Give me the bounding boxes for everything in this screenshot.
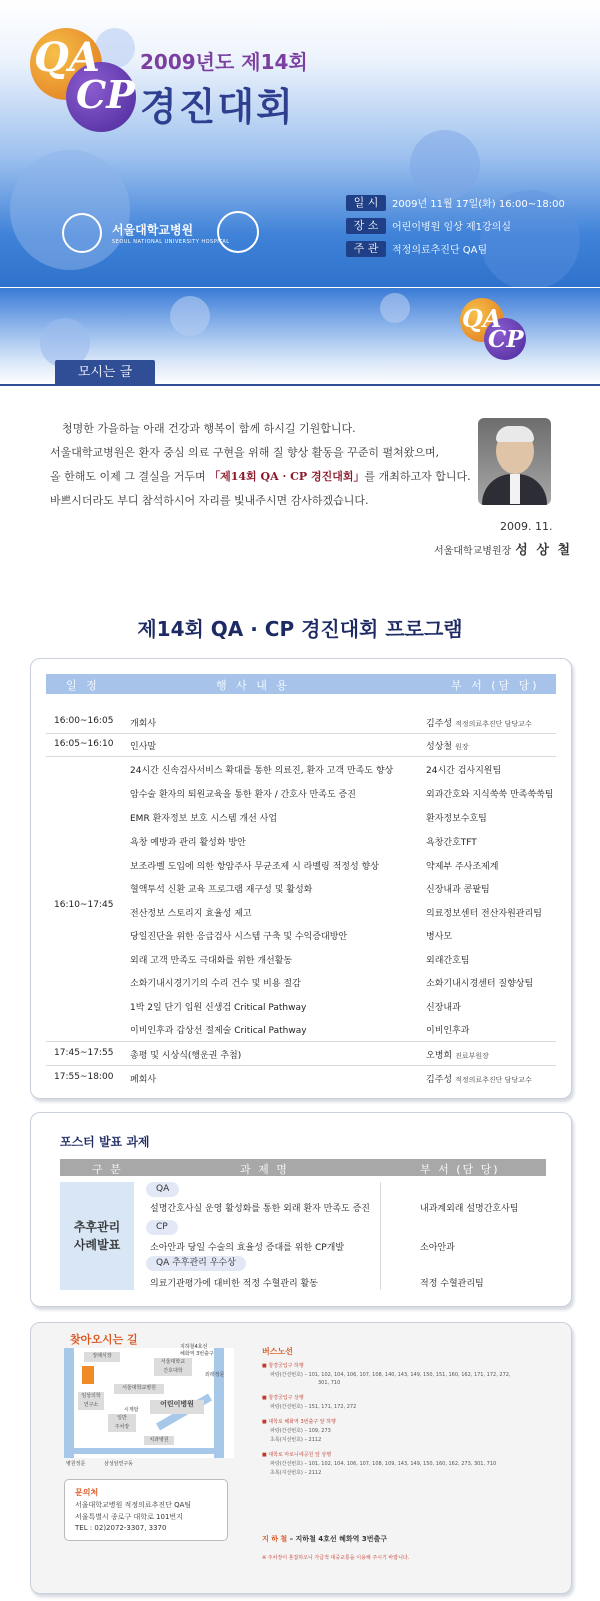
bus-stop: ■ 대학로 마로니에공원 앞 상행 (262, 1452, 332, 1458)
poster-dept: 내과계외래 설명간호사팀 (420, 1204, 519, 1214)
logo-qa-text: QA (34, 34, 100, 81)
table-row: 전산정보 스토리지 효율성 제고 의료정보센터 전산자원관리팀 (130, 909, 542, 919)
invitation-banner: QA CP (0, 288, 600, 385)
map-label: 삼성암연구동 (104, 1461, 133, 1467)
logo-cp-text: CP (76, 72, 135, 117)
map-building: 일반 주차장 (108, 1414, 136, 1432)
decor-bubble (410, 130, 480, 200)
campus-map: 장례식장 서울대학교 간호대학 서울대학교병원 임상의학 연구소 시계탑 일반 주차장 어린이병원 치과병원 (64, 1348, 234, 1458)
info-host: 주 관 적정의료추진단 QA팀 (346, 238, 487, 257)
letter-line: 올 한해도 이제 그 결실을 거두며 「제14회 QA · CP 경진대회」를 개최하고자 합니다. (50, 470, 471, 483)
subway-info: 지 하 철 – 지하철 4호선 혜화역 3번출구 (262, 1535, 387, 1543)
table-row: 이비인후과 갑상선 절제술 Critical Pathway 이비인후과 (130, 1026, 470, 1036)
bus-stop: ■ 창경궁입구 하행 (262, 1363, 304, 1369)
table-row: 17:55~18:00 폐회사 김주성 적정의료추진단 담당교수 (54, 1072, 532, 1085)
info-date: 일 시 2009년 11월 17일(화) 16:00~18:00 (346, 192, 565, 211)
university-name: 서울대학교병원 (112, 223, 194, 237)
program-title: 제14회 QA · CP 경진대회 프로그램 (137, 617, 463, 641)
table-row: EMR 환자정보 보호 시스템 개선 사업 환자정보수호팀 (130, 814, 487, 824)
poster-topic: 설명간호사실 운영 활성화를 통한 외래 환자 만족도 증진 (150, 1204, 370, 1214)
table-row: 외래 고객 만족도 극대화를 위한 개선활동 외래간호팀 (130, 956, 470, 966)
table-row: 1박 2일 단기 입원 신생검 Critical Pathway 신장내과 (130, 1003, 461, 1013)
map-building: 치과병원 (144, 1436, 174, 1445)
decor-bubble (10, 150, 130, 270)
table-row: 욕창 예방과 관리 활성화 방안 욕창간호TFT (130, 838, 477, 848)
session-time: 16:10~17:45 (54, 900, 114, 910)
letter-signature: 서울대학교병원장 성 상 철 (434, 543, 573, 558)
table-row: 당일진단을 위한 응급검사 시스템 구축 및 수익증대방안 병사모 (130, 932, 453, 942)
directions-title: 찾아오시는 길 (70, 1333, 138, 1346)
table-row: 혈액투석 신환 교육 프로그램 재구성 및 활성화 신장내과 콩팥팀 (130, 885, 490, 895)
event-year-round: 2009년도 제14회 (140, 50, 308, 74)
seal-icon (62, 213, 102, 253)
program-table-header: 일 정 행 사 내 용 부 서 (담 당) (46, 674, 556, 694)
bus-route: 초록(지선번호) – 2112 (270, 1437, 322, 1443)
parking-note: ※ 주차장이 혼잡하오니 가급적 대중교통을 이용해 주시기 바랍니다. (262, 1555, 410, 1561)
poster-title: 포스터 발표 과제 (60, 1135, 150, 1149)
table-row: 암수술 환자의 퇴원교육을 통한 환자 / 간호사 만족도 증진 외과간호와 지식쑥쑥 만족쑥쑥팀 (130, 790, 554, 800)
letter-line: 서울대학교병원은 환자 중심 의료 구현을 위해 질 향상 활동을 꾸준히 펼쳐왔으며, (50, 446, 440, 459)
table-row: 소화기내시경기기의 수리 건수 및 비용 절감 소화기내시경센터 질향상팀 (130, 979, 534, 989)
poster-dept: 적정 수혈관리팀 (420, 1279, 484, 1289)
director-photo (478, 418, 551, 505)
map-building: 어린이병원 (150, 1400, 204, 1414)
map-label: 외래정문 (205, 1372, 225, 1378)
invitation-tab: 모시는 글 (55, 360, 155, 385)
bus-route: 초록(지선번호) – 2112 (270, 1470, 322, 1476)
bus-route: 파랑(간선번호) – 151, 171, 172, 272 (270, 1404, 357, 1410)
poster-topic: 소아안과 당일 수술의 효율성 증대를 위한 CP개발 (150, 1243, 345, 1253)
letter-date: 2009. 11. (500, 520, 553, 533)
table-row: 24시간 신속검사서비스 확대를 통한 의료진, 환자 고객 만족도 향상 24시간 검사지원팀 (130, 766, 502, 776)
bus-route: 파랑(간선번호) – 101, 102, 104, 106, 107, 108, 109, 143, 149, 150, 160, 162, 273, 301, 710 (270, 1461, 497, 1467)
poster-category: 추후관리 사례발표 (60, 1182, 134, 1290)
poster-tag: QA (146, 1182, 179, 1197)
poster-topic: 의료기관평가에 대비한 적정 수혈관리 활동 (150, 1279, 318, 1289)
poster-table-header: 구 분 과 제 명 부 서 (담 당) (60, 1159, 546, 1176)
map-building: 임상의학 연구소 (78, 1392, 104, 1410)
map-building: 서울대학교병원 (114, 1384, 164, 1394)
contact-box: 문의처 서울대학교병원 적정의료추진단 QA팀 서울특별시 종로구 대학로 101번지 TEL : 02)2072-3307, 3370 (64, 1479, 228, 1541)
bus-title: 버스노선 (262, 1347, 293, 1356)
divider (0, 384, 600, 386)
letter-line: 바쁘시더라도 부디 참석하시어 자리를 빛내주시면 감사하겠습니다. (50, 494, 369, 507)
table-row: 17:45~17:55 총평 및 시상식(행운권 추첨) 오병희 진료부원장 (54, 1048, 489, 1061)
table-row: 16:00~16:05 개회사 김주성 적정의료추진단 담당교수 (54, 716, 532, 729)
letter-line: 청명한 가을하늘 아래 건강과 행복이 함께 하시길 기원합니다. (62, 422, 356, 435)
bus-stop: ■ 창경궁입구 상행 (262, 1395, 304, 1401)
bus-route: 파랑(간선번호) – 101, 102, 104, 106, 107, 108, 140, 143, 149, 150, 151, 160, 162, 171, 172, 272, (270, 1372, 511, 1378)
info-place: 장 소 어린이병원 임상 제1강의실 (346, 215, 511, 234)
poster-dept: 소아안과 (420, 1243, 455, 1253)
table-row: 보조라벨 도입에 의한 항암주사 무균조제 시 라벨링 적정성 향상 약제부 주사조제계 (130, 862, 499, 872)
map-label: 병원정문 (66, 1461, 86, 1467)
bus-stop: ■ 대학로 혜화역 3번출구 앞 하행 (262, 1419, 336, 1425)
map-building: 서울대학교 간호대학 (154, 1358, 192, 1376)
event-title: 경진대회 (140, 85, 295, 129)
emblem-icon (217, 211, 259, 253)
poster-tag: CP (146, 1220, 178, 1235)
map-building (82, 1366, 94, 1384)
map-label: 지하철4호선 혜화역 3번출구 (180, 1344, 214, 1357)
header-banner (0, 0, 600, 287)
divider (380, 1182, 381, 1290)
poster-tag: QA 추후관리 우수상 (146, 1256, 246, 1271)
university-eng-name: SEOUL NATIONAL UNIVERSITY HOSPITAL (112, 239, 230, 245)
map-building: 장례식장 (84, 1352, 120, 1362)
bus-route: 301, 710 (318, 1380, 341, 1386)
table-row: 16:05~16:10 인사말 성상철 원장 (54, 739, 469, 752)
bus-route: 파랑(간선번호) – 109, 273 (270, 1428, 331, 1434)
